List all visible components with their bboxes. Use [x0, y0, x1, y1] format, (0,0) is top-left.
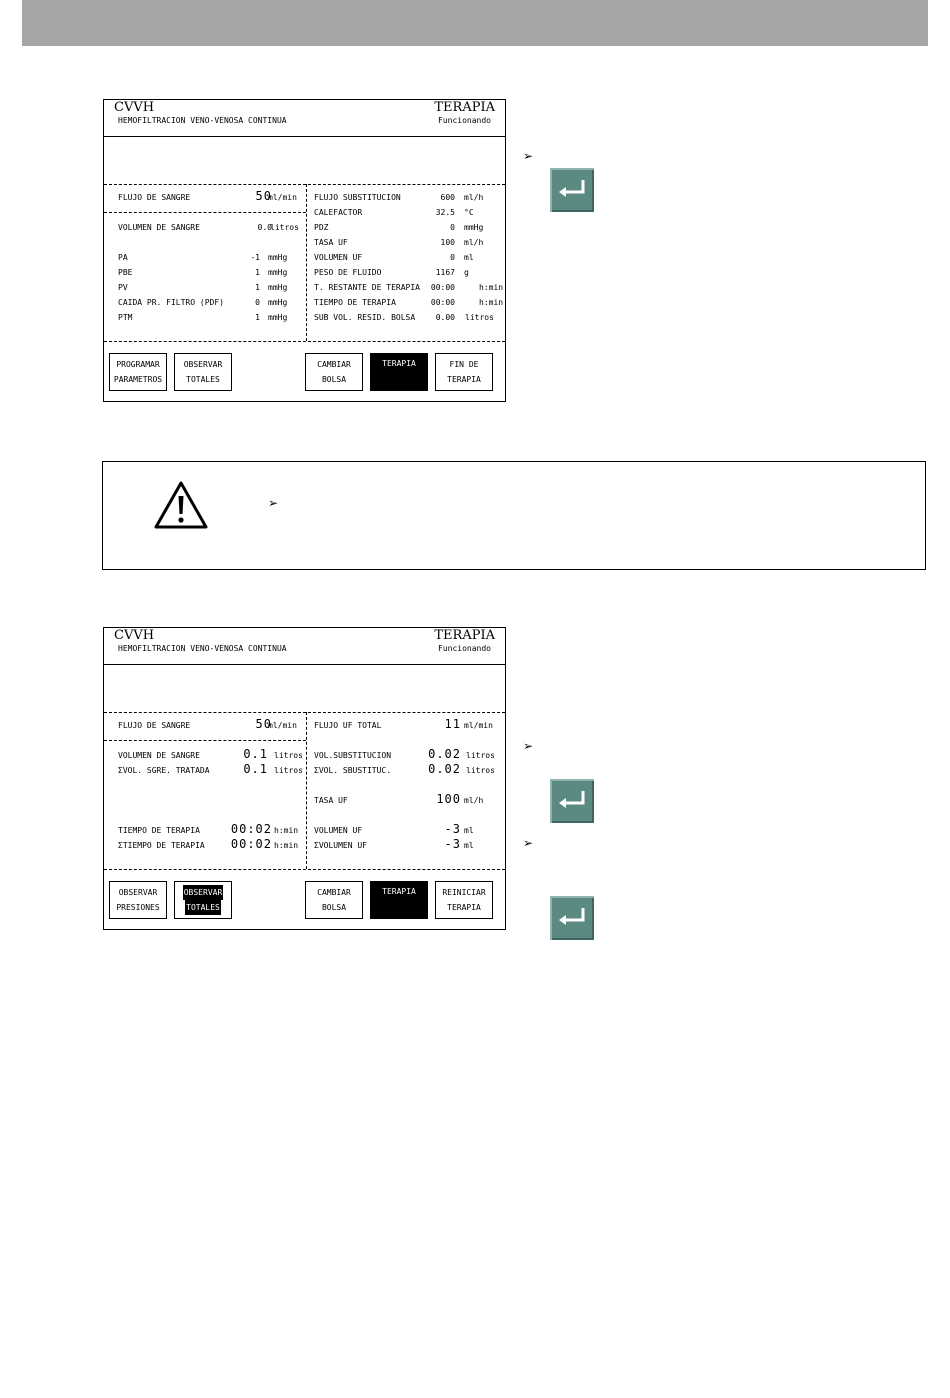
blood-volume-row: VOLUMEN DE SANGRE 0.0 litros — [118, 223, 299, 232]
enter-key-icon[interactable] — [550, 779, 594, 823]
right-param-row: VOLUMEN UF 0 ml — [314, 253, 474, 262]
mode-label: CVVH — [114, 628, 155, 643]
therapy-screen-totals — [103, 627, 506, 930]
end-therapy-button[interactable]: FIN DE TERAPIA — [435, 353, 493, 391]
pressure-row: PBE 1 mmHg — [118, 268, 288, 277]
view-totals-button[interactable]: OBSERVAR TOTALES — [174, 881, 232, 919]
right-param-row: TIEMPO DE TERAPIA 00:00 h:min — [314, 298, 504, 307]
right-param-row: TASA UF 100 ml/h — [314, 238, 484, 247]
left-divider — [104, 740, 306, 741]
pressure-row: PA -1 mmHg — [118, 253, 288, 262]
right-param-row: CALEFACTOR 32.5 °C — [314, 208, 474, 217]
right-param-row: PESO DE FLUIDO 1167 g — [314, 268, 469, 277]
button-divider — [104, 869, 505, 870]
enter-key-icon[interactable] — [550, 168, 594, 212]
status-title: TERAPIA — [434, 628, 495, 643]
total-row: ΣVOL. SGRE. TRATADA 0.1 litros — [118, 762, 303, 776]
warning-triangle-icon — [153, 480, 209, 530]
pressure-row: PTM 1 mmHg — [118, 313, 288, 322]
enter-key-icon[interactable] — [550, 896, 594, 940]
total-row: VOLUMEN UF -3 ml — [314, 822, 474, 836]
therapy-subtitle: HEMOFILTRACION VENO-VENOSA CONTINUA — [118, 644, 287, 653]
right-param-row: PDZ 0 mmHg — [314, 223, 484, 232]
right-param-row: SUB VOL. RESID. BOLSA 0.00 litros — [314, 313, 494, 322]
total-row: ΣVOL. SBUSTITUC. 0.02 litros — [314, 762, 495, 776]
message-divider — [104, 712, 505, 713]
bullet-arrow-icon: ➢ — [268, 496, 279, 510]
therapy-button[interactable]: TERAPIA — [370, 353, 428, 391]
total-row: FLUJO UF TOTAL 11 ml/min — [314, 717, 493, 731]
therapy-button[interactable]: TERAPIA — [370, 881, 428, 919]
total-row: ΣVOLUMEN UF -3 ml — [314, 837, 474, 851]
view-totals-button[interactable]: OBSERVAR TOTALES — [174, 353, 232, 391]
message-divider — [104, 184, 505, 185]
bullet-arrow-icon: ➢ — [523, 739, 534, 753]
mode-label: CVVH — [114, 100, 155, 115]
bullet-arrow-icon: ➢ — [523, 149, 534, 163]
left-divider — [104, 212, 306, 213]
total-row: TASA UF 100 ml/h — [314, 792, 484, 806]
header-divider — [104, 664, 505, 665]
bullet-arrow-icon: ➢ — [523, 836, 534, 850]
header-bar — [22, 0, 928, 46]
column-divider — [306, 184, 307, 341]
total-row: FLUJO DE SANGRE 50 ml/min — [118, 717, 297, 731]
view-pressures-button[interactable]: OBSERVAR PRESIONES — [109, 881, 167, 919]
total-row: TIEMPO DE TERAPIA 00:02 h:min — [118, 822, 299, 836]
total-row: VOLUMEN DE SANGRE 0.1 litros — [118, 747, 303, 761]
pressure-row: CAIDA PR. FILTRO (PDF) 0 mmHg — [118, 298, 288, 307]
status-title: TERAPIA — [434, 100, 495, 115]
right-param-row: T. RESTANTE DE TERAPIA 00:00 h:min — [314, 283, 504, 292]
status-subtext: Funcionando — [438, 116, 491, 125]
right-param-row: FLUJO SUBSTITUCION 600 ml/h — [314, 193, 484, 202]
column-divider — [306, 712, 307, 869]
therapy-subtitle: HEMOFILTRACION VENO-VENOSA CONTINUA — [118, 116, 287, 125]
blood-flow-row: FLUJO DE SANGRE 50 ml/min — [118, 189, 297, 203]
total-row: ΣTIEMPO DE TERAPIA 00:02 h:min — [118, 837, 299, 851]
program-parameters-button[interactable]: PROGRAMAR PARAMETROS — [109, 353, 167, 391]
warning-box — [102, 461, 926, 570]
pressure-row: PV 1 mmHg — [118, 283, 288, 292]
change-bag-button[interactable]: CAMBIAR BOLSA — [305, 353, 363, 391]
header-divider — [104, 136, 505, 137]
total-row: VOL.SUBSTITUCION 0.02 litros — [314, 747, 495, 761]
restart-therapy-button[interactable]: REINICIAR TERAPIA — [435, 881, 493, 919]
button-divider — [104, 341, 505, 342]
therapy-screen-pressures — [103, 99, 506, 402]
change-bag-button[interactable]: CAMBIAR BOLSA — [305, 881, 363, 919]
status-subtext: Funcionando — [438, 644, 491, 653]
